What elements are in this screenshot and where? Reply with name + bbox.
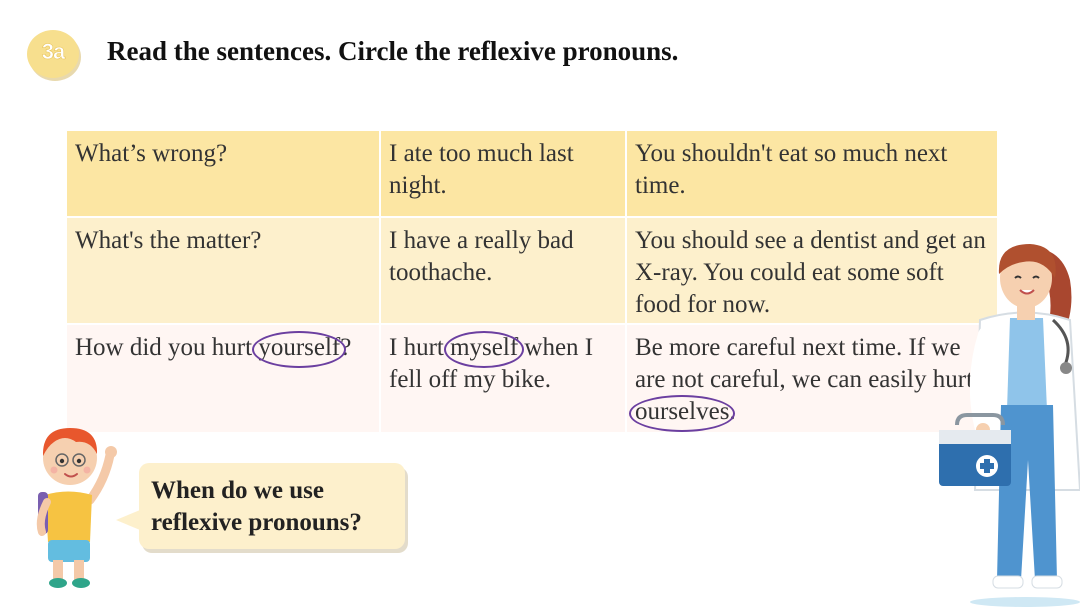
speech-bubble-text: When do we use reflexive pronouns? <box>151 477 362 536</box>
answer-cell: I have a really bad toothache. <box>380 217 626 324</box>
question-cell: What’s wrong? <box>67 131 380 217</box>
answer-cell: I ate too much last night. <box>380 131 626 217</box>
table-row <box>67 217 998 324</box>
instruction-title: Read the sentences. Circle the reflexive pronouns. <box>107 36 679 66</box>
question-text-post: ? <box>340 334 352 361</box>
boy-waving-illustration <box>20 420 120 595</box>
table-row <box>67 324 998 433</box>
sentences-table <box>67 131 999 434</box>
question-cell <box>67 324 380 433</box>
table-row <box>67 131 998 217</box>
answer-text-pre: I hurt <box>389 334 451 361</box>
advice-text-pre: Be more careful next time. If we are not careful, we can easily hurt <box>635 334 974 393</box>
advice-text-post: . <box>729 398 736 425</box>
circled-pronoun-myself[interactable]: myself <box>450 332 518 364</box>
answer-cell <box>380 324 626 433</box>
activity-badge-label: 3a <box>41 39 65 64</box>
question-cell: What's the matter? <box>67 217 380 324</box>
activity-badge <box>27 30 79 78</box>
speech-bubble-tail <box>116 510 140 530</box>
speech-bubble <box>139 463 405 549</box>
answer-text-post: when I fell off my bike. <box>389 334 594 393</box>
question-text-pre: How did you hurt <box>75 334 259 361</box>
circled-pronoun-ourselves[interactable]: ourselves <box>635 396 729 428</box>
circled-pronoun-yourself[interactable]: yourself <box>258 332 340 364</box>
advice-cell: You should see a dentist and get an X-ray. You could eat some soft food for now. <box>626 217 998 324</box>
advice-cell: You shouldn't eat so much next time. <box>626 131 998 217</box>
doctor-illustration <box>935 240 1080 608</box>
